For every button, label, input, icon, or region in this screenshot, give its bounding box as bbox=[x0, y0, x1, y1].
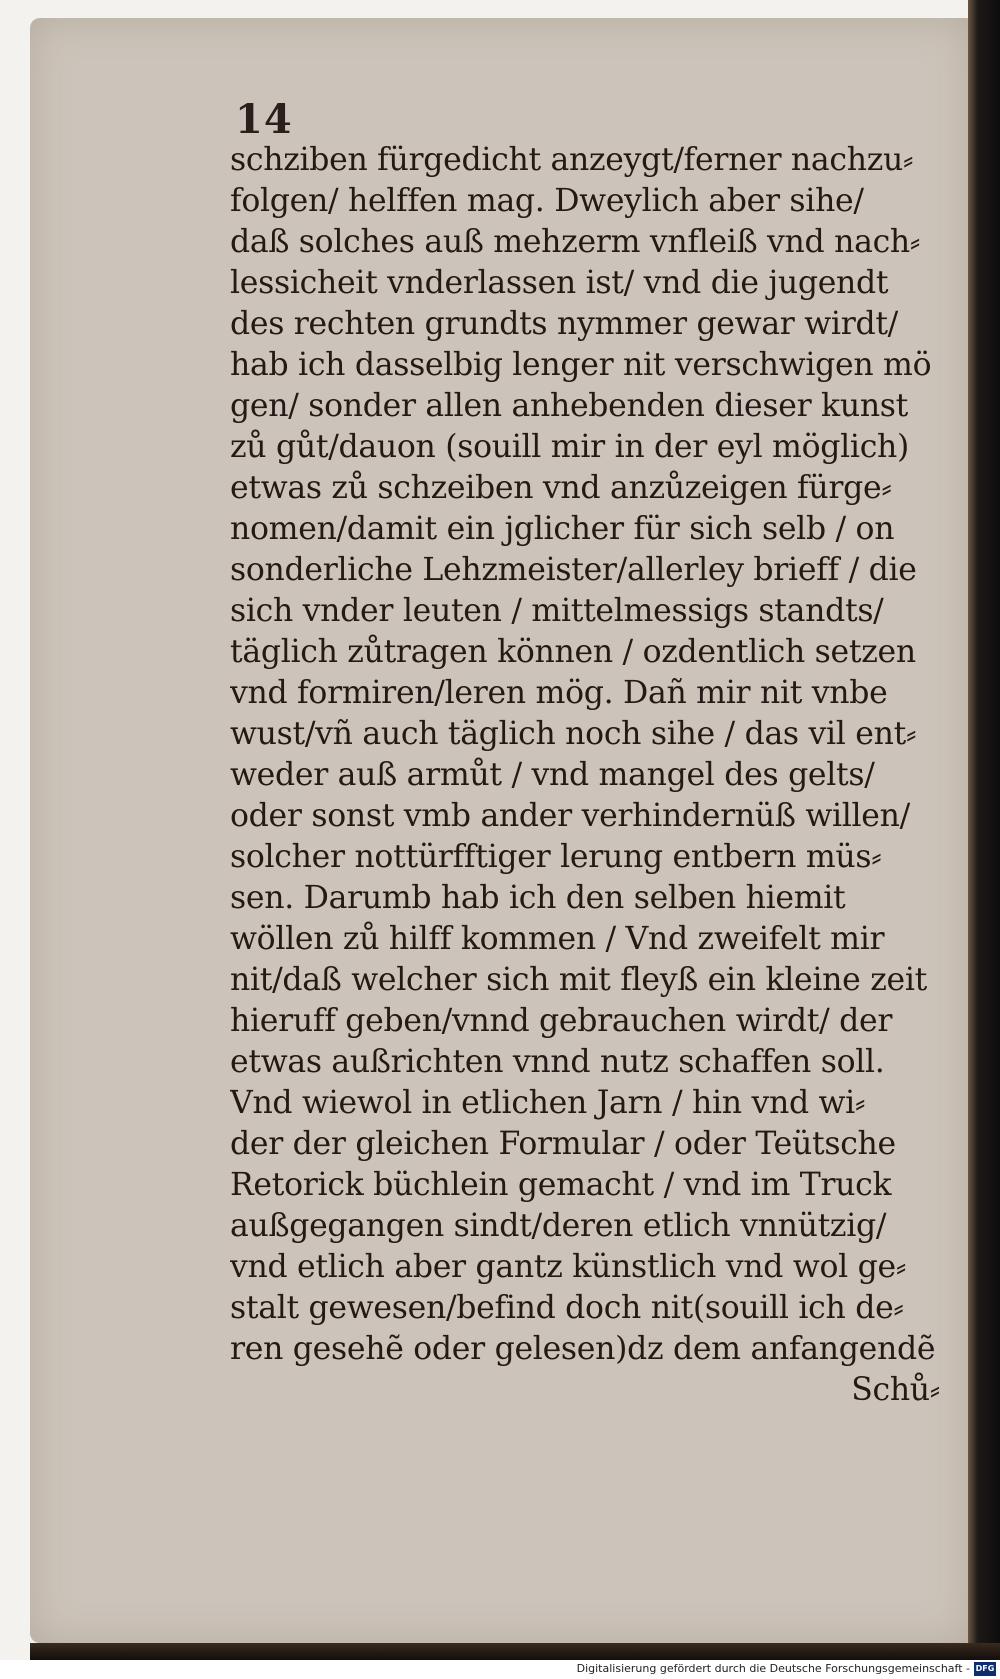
text-line: hieruff geben/vnnd gebrauchen wirdt/ der bbox=[230, 1003, 893, 1039]
text-line: sen. Darumb hab ich den selben hiemit bbox=[230, 880, 846, 916]
footer-credit: Digitalisierung gefördert durch die Deutsche Forschungsgemeinschaft - bbox=[576, 1662, 970, 1675]
text-line: wust/vñ auch täglich noch sihe / das vil ent⸗ bbox=[230, 716, 917, 752]
book-spine bbox=[968, 0, 1000, 1660]
text-line: oder sonst vmb ander verhindernüß willen/ bbox=[230, 798, 910, 834]
text-line: etwas zů schzeiben vnd anzůzeigen fürge⸗ bbox=[230, 470, 892, 506]
text-line: täglich zůtragen können / ozdentlich setzen bbox=[230, 634, 916, 670]
text-line: weder auß armůt / vnd mangel des gelts/ bbox=[230, 757, 875, 793]
text-line: hab ich dasselbig lenger nit verschwigen mö bbox=[230, 347, 932, 383]
text-line: sonderliche Lehzmeister/allerley brieff / die bbox=[230, 552, 917, 588]
text-line: stalt gewesen/befind doch nit(souill ich de⸗ bbox=[230, 1290, 904, 1326]
text-line: außgegangen sindt/deren etlich vnnützig/ bbox=[230, 1208, 887, 1244]
text-line: lessicheit vnderlassen ist/ vnd die jugendt bbox=[230, 265, 889, 301]
text-line: Retorick büchlein gemacht / vnd im Truck bbox=[230, 1167, 892, 1203]
text-line: Vnd wiewol in etlichen Jarn / hin vnd wi⸗ bbox=[230, 1085, 866, 1121]
text-line: vnd etlich aber gantz künstlich vnd wol ge⸗ bbox=[230, 1249, 907, 1285]
book-bottom-edge bbox=[30, 1643, 1000, 1660]
text-line: etwas außrichten vnnd nutz schaffen soll. bbox=[230, 1044, 885, 1080]
text-line: solcher nottürfftiger lerung entbern müs⸗ bbox=[230, 839, 882, 875]
text-line: wöllen zů hilff kommen / Vnd zweifelt mir bbox=[230, 921, 885, 957]
text-line: nit/daß welcher sich mit fleyß ein kleine zeit bbox=[230, 962, 927, 998]
dfg-logo: DFG bbox=[974, 1662, 996, 1676]
catchword: Schů⸗ bbox=[851, 1372, 940, 1408]
text-line: zů gůt/dauon (souill mir in der eyl möglich) bbox=[230, 429, 910, 465]
text-line: nomen/damit ein jglicher für sich selb / on bbox=[230, 511, 895, 547]
text-line: der der gleichen Formular / oder Teütsche bbox=[230, 1126, 896, 1162]
text-line: sich vnder leuten / mittelmessigs standts/ bbox=[230, 593, 884, 629]
page-number: 14 bbox=[235, 96, 293, 143]
page-text bbox=[230, 140, 950, 1411]
text-line: ren gesehẽ oder gelesen)dz dem anfangendẽ bbox=[230, 1331, 936, 1367]
text-line: folgen/ helffen mag. Dweylich aber sihe/ bbox=[230, 183, 864, 219]
footer bbox=[0, 1660, 1000, 1679]
text-line: schziben fürgedicht anzeygt/ferner nachzu⸗ bbox=[230, 142, 914, 178]
text-line: daß solches auß mehzerm vnfleiß vnd nach⸗ bbox=[230, 224, 921, 260]
text-line: des rechten grundts nymmer gewar wirdt/ bbox=[230, 306, 898, 342]
text-line: vnd formiren/leren mög. Dañ mir nit vnbe bbox=[230, 675, 888, 711]
text-line: gen/ sonder allen anhebenden dieser kunst bbox=[230, 388, 909, 424]
